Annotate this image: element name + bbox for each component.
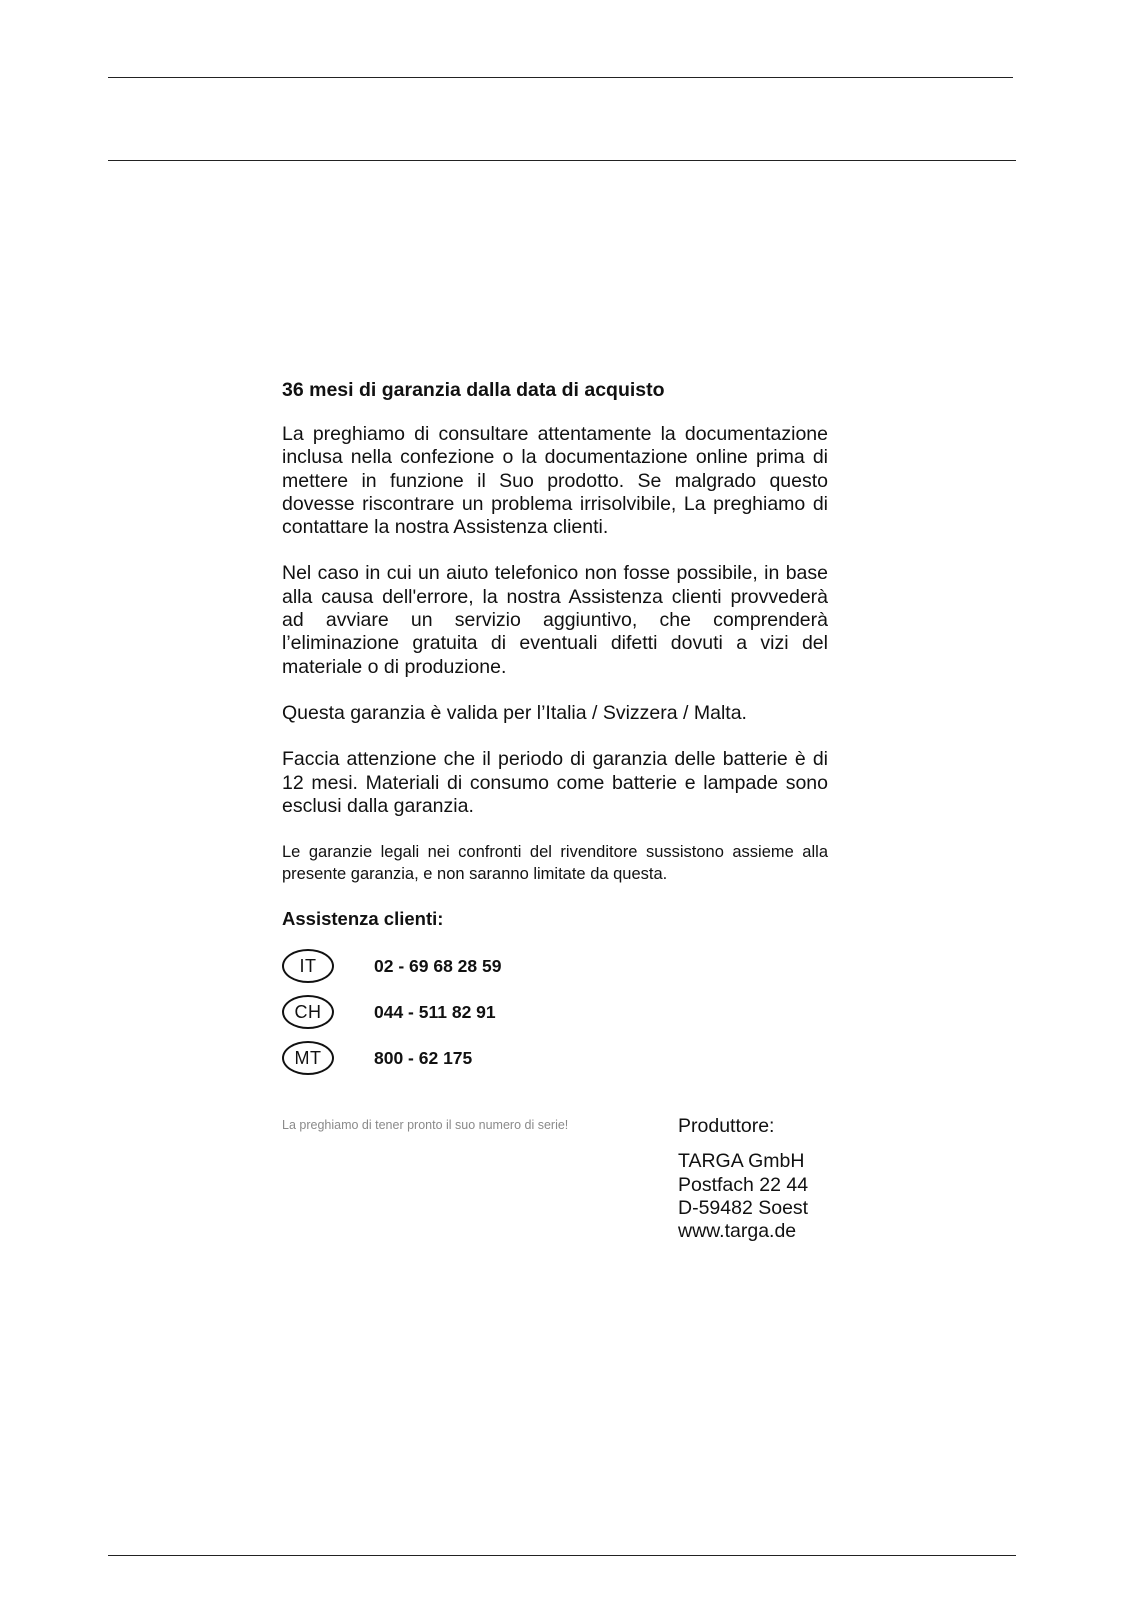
country-badge-ch: CH — [282, 995, 334, 1029]
warranty-content — [282, 378, 828, 1081]
service-number-list — [282, 943, 828, 1081]
paragraph-consult-docs: La preghiamo di consultare attentamente la documentazione inclusa nella confezione o la documentazione online prima di mettere in funzione il Suo prodotto. Se malgrado questo dovesse riscontrare un problema irrisolvibile, La preghiamo di contattare la nostra Assistenza clienti. — [282, 423, 828, 539]
manufacturer-website[interactable]: www.targa.de — [678, 1220, 797, 1243]
service-row-ch — [282, 989, 828, 1035]
footer-rule — [108, 1555, 1016, 1556]
country-badge-it: IT — [282, 949, 334, 983]
paragraph-phone-support: Nel caso in cui un aiuto telefonico non fosse possibile, in base alla causa dell'errore, la nostra Assistenza clienti provvederà ad avviare un servizio aggiuntivo, che comprenderà l’eliminazione gratuita di eventuali difetti dovuti a vizi del materiale o di produzione. — [282, 562, 828, 678]
paragraph-battery-warranty: Faccia attenzione che il periodo di garanzia delle batterie è di 12 mesi. Materiali di consumo come batterie e lampade sono esclusi dalla garanzia. — [282, 748, 828, 817]
country-badge-mt: MT — [282, 1041, 334, 1075]
phone-number-ch: 044 - 511 82 91 — [374, 1001, 496, 1022]
manufacturer-name: TARGA GmbH — [678, 1150, 805, 1173]
phone-number-mt: 800 - 62 175 — [374, 1047, 473, 1068]
paragraph-legal-warranty: Le garanzie legali nei confronti del rivenditore sussistono assieme alla presente garanzia, e non saranno limitate da questa. — [282, 843, 828, 884]
phone-number-it: 02 - 69 68 28 59 — [374, 955, 502, 976]
paragraph-validity: Questa garanzia è valida per l’Italia / Svizzera / Malta. — [282, 701, 747, 724]
service-heading: Assistenza clienti: — [282, 908, 444, 930]
manufacturer-label: Produttore: — [678, 1115, 775, 1137]
service-row-it — [282, 943, 828, 989]
manufacturer-block — [678, 1115, 978, 1243]
manufacturer-city: D-59482 Soest — [678, 1196, 809, 1219]
manufacturer-street: Postfach 22 44 — [678, 1173, 809, 1196]
header-rule-top — [108, 77, 1013, 78]
warranty-heading: 36 mesi di garanzia dalla data di acquisto — [282, 379, 665, 401]
header-rule-bottom — [108, 160, 1016, 161]
service-row-mt — [282, 1035, 828, 1081]
serial-number-note: La preghiamo di tener pronto il suo numero di serie! — [282, 1118, 569, 1132]
